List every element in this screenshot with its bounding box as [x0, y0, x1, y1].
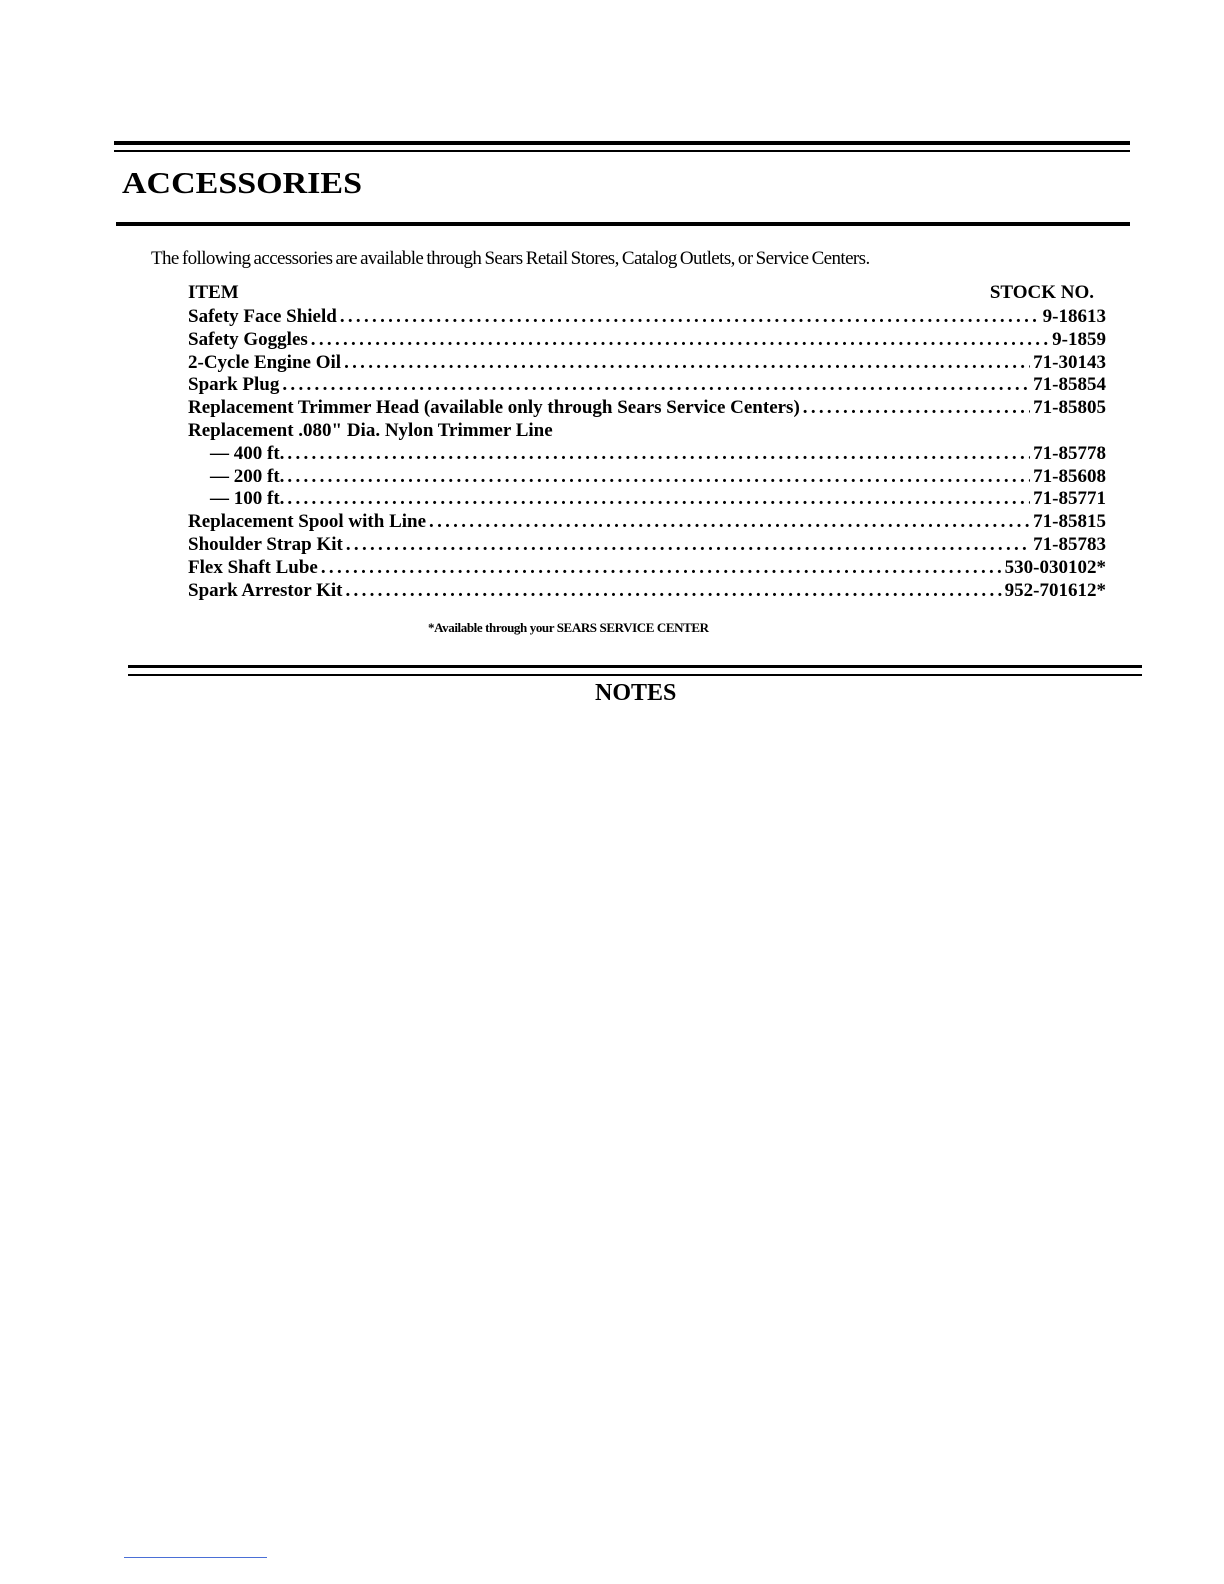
stock-number: 9-18613 [1042, 306, 1106, 327]
table-row [188, 466, 1106, 489]
table-row [188, 420, 1106, 443]
header-item: ITEM [188, 282, 239, 303]
stock-number: 71-85815 [1033, 511, 1106, 533]
table-row [188, 374, 1106, 397]
table-row [188, 534, 1106, 557]
footnote: *Available through your SEARS SERVICE CENTER [428, 620, 709, 635]
table-row [188, 443, 1106, 466]
dot-leader [287, 466, 1030, 489]
title-underline-rule [116, 222, 1130, 226]
accessories-table [188, 280, 1106, 602]
dot-leader [346, 534, 1030, 557]
item-name: Replacement .080" Dia. Nylon Trimmer Line [188, 419, 553, 441]
stock-number: 71-85805 [1033, 397, 1106, 419]
stock-number: 71-85608 [1033, 465, 1106, 487]
top-rule-heavy [114, 141, 1130, 145]
dot-leader [803, 397, 1030, 420]
dot-leader [311, 329, 1049, 352]
stock-number: 530-030102* [1004, 556, 1106, 578]
notes-rule-heavy [128, 665, 1142, 668]
item-name: Safety Goggles [188, 328, 308, 350]
page-title: ACCESSORIES [122, 166, 362, 201]
table-row [188, 511, 1106, 534]
item-name: Spark Arrestor Kit [188, 579, 343, 601]
notes-rule-thin [128, 674, 1142, 676]
intro-text: The following accessories are available through Sears Retail Stores, Catalog Outlets, or Service Centers. [151, 248, 870, 269]
table-row [188, 580, 1106, 603]
stock-number: 71-85771 [1033, 488, 1106, 510]
stock-number: 71-85783 [1033, 533, 1106, 555]
stock-number: 71-85778 [1033, 442, 1106, 464]
table-header-row [188, 280, 1106, 306]
item-name: — 200 ft. [210, 465, 285, 487]
header-stock-no: STOCK NO. [989, 282, 1094, 303]
item-name: Safety Face Shield [188, 306, 337, 327]
item-name: Shoulder Strap Kit [188, 533, 343, 555]
table-row [188, 557, 1106, 580]
notes-title: NOTES [595, 680, 677, 706]
dot-leader [345, 580, 1001, 603]
table-row [188, 397, 1106, 420]
bottom-link-underline [124, 1557, 267, 1558]
item-name: — 400 ft. [210, 442, 285, 464]
stock-number: 952-701612* [1004, 579, 1106, 601]
table-row [188, 352, 1106, 375]
top-rule-thin [114, 150, 1130, 152]
item-name: Spark Plug [188, 374, 280, 396]
dot-leader [321, 557, 1002, 580]
dot-leader [282, 374, 1030, 397]
dot-leader [287, 488, 1030, 511]
item-name: — 100 ft. [210, 488, 285, 510]
dot-leader [287, 443, 1030, 466]
table-row [188, 488, 1106, 511]
item-name: 2-Cycle Engine Oil [188, 351, 342, 373]
item-name: Replacement Spool with Line [188, 511, 427, 533]
table-row [188, 306, 1106, 329]
stock-number: 71-85854 [1033, 374, 1106, 396]
table-row [188, 329, 1106, 352]
item-name: Replacement Trimmer Head (available only through Sears Service Centers) [188, 397, 800, 419]
dot-leader [429, 511, 1030, 534]
dot-leader [344, 352, 1030, 375]
item-name: Flex Shaft Lube [188, 556, 318, 578]
stock-number: 71-30143 [1033, 351, 1106, 373]
dot-leader [340, 306, 1040, 329]
stock-number: 9-1859 [1052, 328, 1106, 350]
